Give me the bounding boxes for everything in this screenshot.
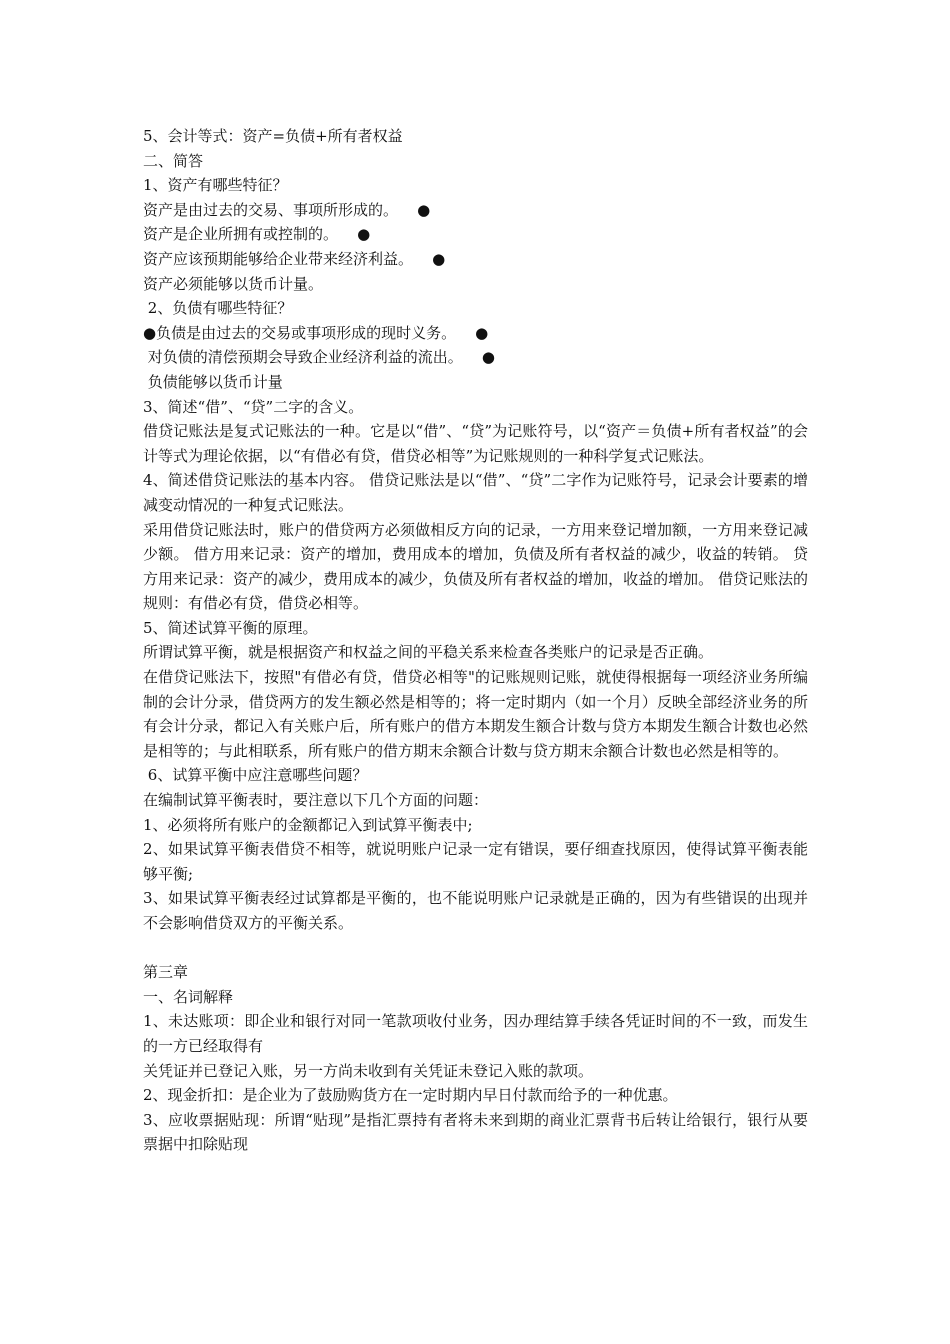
text-line: 资产是由过去的交易、事项所形成的。 ● bbox=[143, 200, 431, 219]
text-line: 1、必须将所有账户的金额都记入到试算平衡表中; bbox=[143, 815, 473, 834]
paragraph: 4、简述借贷记账法的基本内容。 借贷记账法是以“借”、“贷”二字作为记账符号，记录会计要素的增减变动情况的一种复式记账法。 bbox=[143, 471, 808, 514]
document-page bbox=[143, 124, 808, 1157]
paragraph: 3、如果试算平衡表经过试算都是平衡的，也不能说明账户记录就是正确的，因为有些错误的出现并不会影响借贷双方的平衡关系。 bbox=[143, 889, 808, 932]
paragraph: 采用借贷记账法时，账户的借贷两方必须做相反方向的记录，一方用来登记增加额，一方用来登记减少额。 借方用来记录：资产的增加，费用成本的增加，负债及所有者权益的减少，收益的转销。 贷方用来记录：资产的减少，费用成本的减少，负债及所有者权益的增加，收益的增加。 借贷记账法的规则：有借必有贷，借贷必相等。 bbox=[143, 520, 808, 613]
text-line: 对负债的清偿预期会导致企业经济利益的流出。 ● bbox=[143, 348, 495, 367]
paragraph: 1、未达账项：即企业和银行对同一笔款项收付业务，因办理结算手续各凭证时间的不一致，而发生的一方已经取得有 bbox=[143, 1012, 808, 1055]
paragraph: 3、应收票据贴现：所谓“贴现”是指汇票持有者将未来到期的商业汇票背书后转让给银行，银行从要票据中扣除贴现 bbox=[143, 1110, 808, 1154]
text-line: 2、现金折扣：是企业为了鼓励购货方在一定时期内早日付款而给予的一种优惠。 bbox=[143, 1086, 678, 1105]
text-line: 负债能够以货币计量 bbox=[143, 372, 283, 391]
question-heading: 3、简述“借”、“贷”二字的含义。 bbox=[143, 397, 364, 416]
question-heading: 6、试算平衡中应注意哪些问题？ bbox=[143, 766, 368, 785]
paragraph: 借贷记账法是复式记账法的一种。它是以“借”、“贷”为记账符号，以“资产＝负债+所有者权益”的会计等式为理论依据，以“有借必有贷，借贷必相等”为记账规则的一种科学复式记账法。 bbox=[143, 422, 808, 465]
text-line: 在编制试算平衡表时，要注意以下几个方面的问题： bbox=[143, 791, 489, 810]
section-heading: 一、名词解释 bbox=[143, 987, 234, 1006]
question-heading: 2、负债有哪些特征？ bbox=[143, 299, 293, 318]
text-line: 资产应该预期能够给企业带来经济利益。 ● bbox=[143, 249, 446, 268]
paragraph: 2、如果试算平衡表借贷不相等，就说明账户记录一定有错误，要仔细查找原因，使得试算平衡表能够平衡; bbox=[143, 840, 808, 883]
section-heading: 二、简答 bbox=[143, 151, 204, 170]
question-heading: 5、简述试算平衡的原理。 bbox=[143, 618, 318, 637]
text-line: 关凭证并已登记入账，另一方尚未收到有关凭证未登记入账的款项。 bbox=[143, 1061, 594, 1080]
text-line: ●负债是由过去的交易或事项形成的现时义务。 ● bbox=[143, 323, 489, 342]
question-heading: 1、资产有哪些特征？ bbox=[143, 176, 288, 195]
text-line: 资产必须能够以货币计量。 bbox=[143, 274, 324, 293]
text-line: 资产是企业所拥有或控制的。 ● bbox=[143, 225, 371, 244]
text-line: 5、会计等式：资产=负债+所有者权益 bbox=[143, 127, 403, 145]
text-line: 所谓试算平衡，就是根据资产和权益之间的平稳关系来检查各类账户的记录是否正确。 bbox=[143, 643, 714, 662]
chapter-heading: 第三章 bbox=[143, 963, 189, 982]
paragraph: 在借贷记账法下，按照"有借必有贷，借贷必相等"的记账规则记账，就使得根据每一项经济业务所编制的会计分录，借贷两方的发生额必然是相等的；将一定时期内（如一个月）反映全部经济业务的所有会计分录，都记入有关账户后，所有账户的借方本期发生额合计数与贷方本期发生额合计数也必然是相等的；与此相联系，所有账户的借方期末余额合计数与贷方期末余额合计数也必然是相等的。 bbox=[143, 668, 808, 760]
blank-line bbox=[143, 936, 808, 961]
